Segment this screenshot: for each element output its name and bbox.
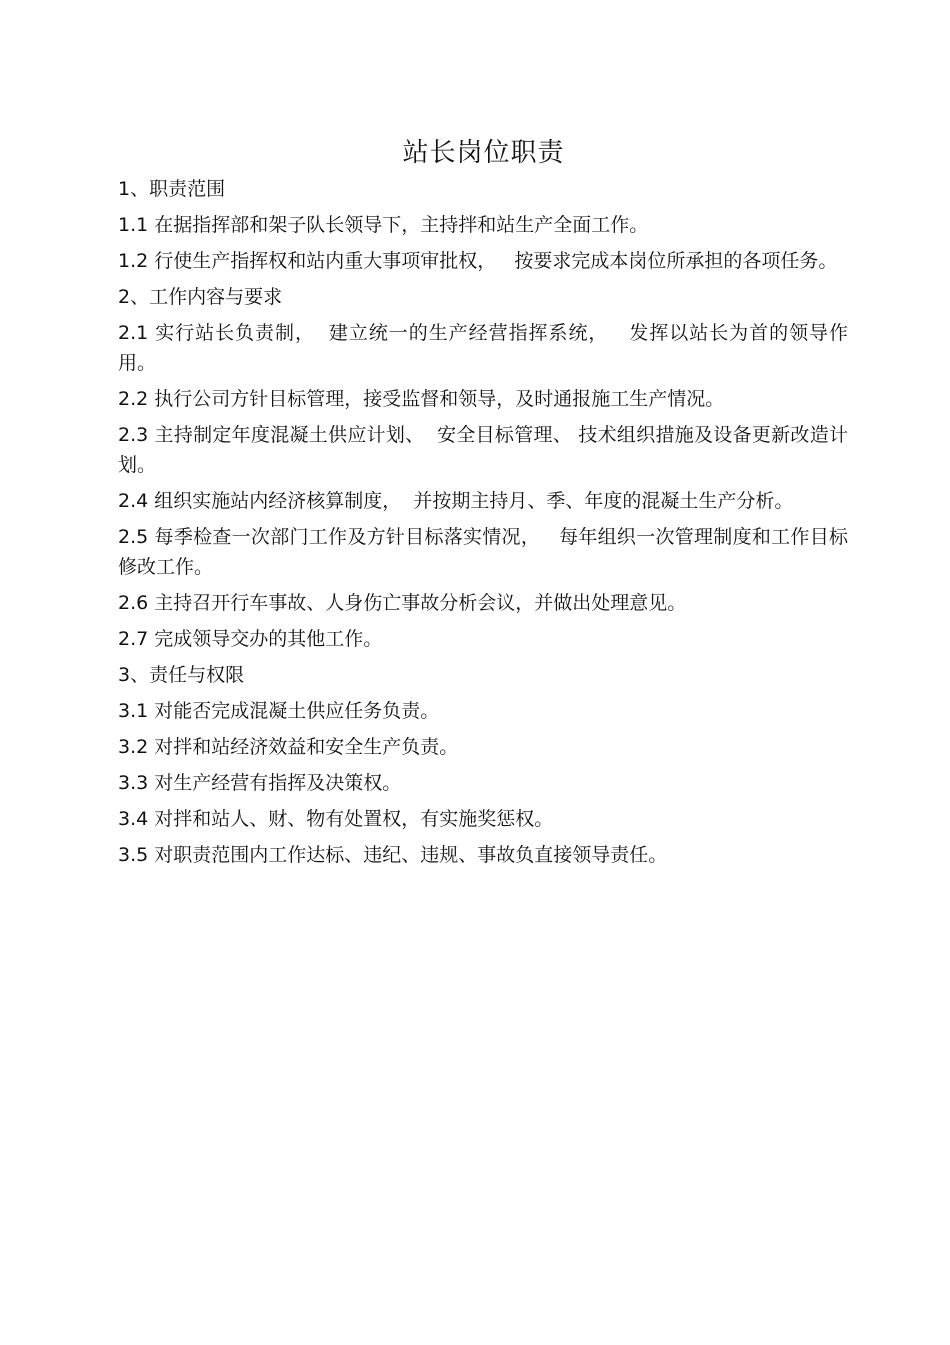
paragraph-1-2: 1.2 行使生产指挥权和站内重大事项审批权， 按要求完成本岗位所承担的各项任务。 (118, 250, 838, 272)
document-body (118, 174, 848, 876)
paragraph-3-1: 3.1 对能否完成混凝土供应任务负责。 (118, 700, 440, 722)
paragraph-3-5: 3.5 对职责范围内工作达标、违纪、违规、事故负直接领导责任。 (118, 844, 668, 866)
paragraph-2-5: 2.5 每季检查一次部门工作及方针目标落实情况， 每年组织一次管理制度和工作目标修改工作。 (118, 526, 848, 578)
paragraph-2-1: 2.1 实行站长负责制， 建立统一的生产经营指挥系统， 发挥以站长为首的领导作用。 (118, 322, 848, 374)
paragraph-2-6: 2.6 主持召开行车事故、人身伤亡事故分析会议，并做出处理意见。 (118, 592, 687, 614)
section-heading-1: 1、职责范围 (118, 178, 226, 200)
paragraph-2-3: 2.3 主持制定年度混凝土供应计划、 安全目标管理、 技术组织措施及设备更新改造计划。 (118, 424, 848, 476)
paragraph-2-2: 2.2 执行公司方针目标管理，接受监督和领导，及时通报施工生产情况。 (118, 388, 725, 410)
paragraph-3-3: 3.3 对生产经营有指挥及决策权。 (118, 772, 402, 794)
paragraph-3-2: 3.2 对拌和站经济效益和安全生产负责。 (118, 736, 459, 758)
section-heading-2: 2、工作内容与要求 (118, 286, 283, 308)
paragraph-3-4: 3.4 对拌和站人、财、物有处置权，有实施奖惩权。 (118, 808, 554, 830)
paragraph-2-4: 2.4 组织实施站内经济核算制度， 并按期主持月、季、年度的混凝土生产分析。 (118, 490, 794, 512)
paragraph-2-7: 2.7 完成领导交办的其他工作。 (118, 628, 383, 650)
paragraph-1-1: 1.1 在据指挥部和架子队长领导下，主持拌和站生产全面工作。 (118, 214, 649, 236)
document-title: 站长岗位职责 (402, 138, 565, 168)
section-heading-3: 3、责任与权限 (118, 664, 245, 686)
